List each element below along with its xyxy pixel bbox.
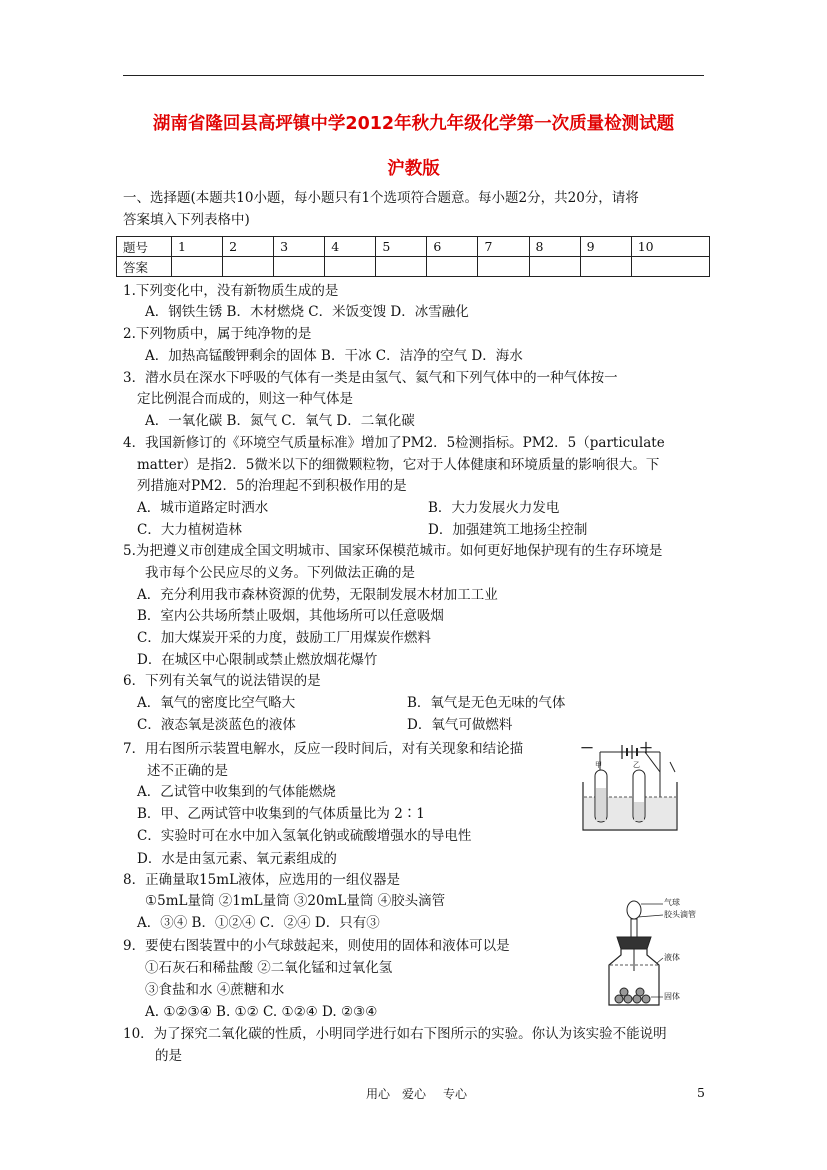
table-cell-number: 1 bbox=[172, 237, 223, 257]
q4-option-a: A．城市道路定时洒水 bbox=[137, 500, 269, 516]
q10-stem-line1: 10．为了探究二氧化碳的性质，小明同学进行如右下图所示的实验。你认为该实验不能说明 bbox=[123, 1026, 667, 1042]
q7-stem-line2: 述不正确的是 bbox=[147, 763, 228, 779]
q9-items-line2: ③食盐和水 ④蔗糖和水 bbox=[145, 982, 285, 998]
q5-option-a: A．充分利用我市森林资源的优势，无限制发展木材加工工业 bbox=[137, 587, 498, 603]
q5-option-b: B．室内公共场所禁止吸烟，其他场所可以任意吸烟 bbox=[137, 608, 444, 624]
q3-stem-line2: 定比例混合而成的，则这一种气体是 bbox=[137, 391, 353, 407]
q5-stem-line1: 5.为把遵义市创建成全国文明城市、国家环保模范城市。如何更好地保护现有的生存环境是 bbox=[123, 543, 663, 559]
q6-option-a: A．氧气的密度比空气略大 bbox=[137, 695, 296, 711]
balloon-apparatus-figure bbox=[607, 893, 697, 1008]
q6-option-d: D．氧气可做燃料 bbox=[407, 717, 513, 733]
balloon-label: 气球 bbox=[664, 898, 680, 907]
q9-options: A. ①②③④ B. ①② C. ①②④ D. ②③④ bbox=[145, 1004, 378, 1020]
q3-options: A．一氧化碳 B．氮气 C．氧气 D．二氧化碳 bbox=[145, 413, 415, 429]
table-cell-number: 9 bbox=[580, 237, 631, 257]
q9-stem: 9．要使右图装置中的小气球鼓起来，则使用的固体和液体可以是 bbox=[123, 938, 510, 954]
table-cell-label-number: 题号 bbox=[117, 237, 172, 257]
answer-cell[interactable] bbox=[376, 257, 427, 277]
q8-options: A．③④ B．①②④ C．②④ D．只有③ bbox=[137, 915, 380, 931]
footer-motto-2: 爱心 bbox=[402, 1087, 427, 1101]
q10-stem-line2: 的是 bbox=[155, 1048, 182, 1064]
page-number: 5 bbox=[697, 1085, 705, 1100]
table-cell-number: 6 bbox=[427, 237, 478, 257]
top-rule bbox=[123, 75, 704, 76]
q6-option-c: C．液态氧是淡蓝色的液体 bbox=[137, 717, 296, 733]
answer-cell[interactable] bbox=[274, 257, 325, 277]
q5-option-d: D．在城区中心限制或禁止燃放烟花爆竹 bbox=[137, 652, 378, 668]
dropper-label: 胶头滴管 bbox=[664, 910, 696, 919]
q7-option-d: D．水是由氢元素、氧元素组成的 bbox=[137, 851, 337, 867]
section-intro-line1: 一、选择题(本题共10小题，每小题只有1个选项符合题意。每小题2分，共20分，请将 bbox=[123, 190, 639, 206]
liquid-label: 液体 bbox=[664, 953, 680, 962]
q4-stem-line2: matter）是指2．5微米以下的细微颗粒物，它对于人体健康和环境质量的影响很大。下 bbox=[137, 457, 660, 473]
table-cell-number: 4 bbox=[325, 237, 376, 257]
q7-option-c: C．实验时可在水中加入氢氧化钠或硫酸增强水的导电性 bbox=[137, 828, 472, 844]
answer-table-header-row bbox=[117, 237, 710, 257]
answer-cell[interactable] bbox=[580, 257, 631, 277]
footer-motto-3: 专心 bbox=[443, 1087, 468, 1101]
tube-label-jia: 甲 bbox=[595, 761, 602, 769]
table-cell-number: 5 bbox=[376, 237, 427, 257]
answer-cell[interactable] bbox=[427, 257, 478, 277]
q2-stem: 2.下列物质中，属于纯净物的是 bbox=[123, 326, 312, 342]
electrolysis-apparatus-figure bbox=[575, 742, 685, 834]
answer-table bbox=[116, 236, 710, 277]
q8-stem: 8．正确量取15mL液体，应选用的一组仪器是 bbox=[123, 872, 401, 888]
q8-items: ①5mL量筒 ②1mL量筒 ③20mL量筒 ④胶头滴管 bbox=[145, 893, 446, 909]
answer-cell[interactable] bbox=[325, 257, 376, 277]
footer-motto-1: 用心 bbox=[366, 1087, 391, 1101]
q7-option-a: A．乙试管中收集到的气体能燃烧 bbox=[137, 784, 336, 800]
q7-option-b: B．甲、乙两试管中收集到的气体质量比为 2∶1 bbox=[137, 806, 425, 822]
q1-stem: 1.下列变化中，没有新物质生成的是 bbox=[123, 283, 339, 299]
q4-option-b: B．大力发展火力发电 bbox=[428, 500, 560, 516]
q5-stem-line2: 我市每个公民应尽的义务。下列做法正确的是 bbox=[145, 565, 415, 581]
q6-option-b: B．氧气是无色无味的气体 bbox=[407, 695, 566, 711]
q4-stem-line1: 4．我国新修订的《环境空气质量标准》增加了PM2．5检测指标。PM2．5（particulate bbox=[123, 435, 665, 451]
answer-cell[interactable] bbox=[631, 257, 709, 277]
q1-options: A．钢铁生锈 B．木材燃烧 C．米饭变馊 D．冰雪融化 bbox=[145, 304, 469, 320]
q6-stem: 6．下列有关氧气的说法错误的是 bbox=[123, 673, 321, 689]
answer-cell[interactable] bbox=[172, 257, 223, 277]
table-cell-number: 7 bbox=[478, 237, 529, 257]
table-cell-number: 2 bbox=[223, 237, 274, 257]
q2-options: A．加热高锰酸钾剩余的固体 B．干冰 C．洁净的空气 D．海水 bbox=[145, 348, 523, 364]
minus-sign: － bbox=[580, 741, 594, 757]
plus-sign: ＋ bbox=[639, 741, 653, 757]
tube-label-yi: 乙 bbox=[633, 761, 640, 769]
section-intro-line2: 答案填入下列表格中) bbox=[123, 212, 250, 228]
q5-option-c: C．加大煤炭开采的力度，鼓励工厂用煤炭作燃料 bbox=[137, 630, 431, 646]
answer-cell[interactable] bbox=[478, 257, 529, 277]
q4-stem-line3: 列措施对PM2．5的治理起不到积极作用的是 bbox=[137, 478, 407, 494]
q9-items-line1: ①石灰石和稀盐酸 ②二氧化锰和过氧化氢 bbox=[145, 960, 393, 976]
answer-cell[interactable] bbox=[529, 257, 580, 277]
q4-option-c: C．大力植树造林 bbox=[137, 522, 242, 538]
table-cell-number: 8 bbox=[529, 237, 580, 257]
answer-cell[interactable] bbox=[223, 257, 274, 277]
q4-option-d: D．加强建筑工地扬尘控制 bbox=[428, 522, 588, 538]
page-title: 湖南省隆回县高坪镇中学2012年秋九年级化学第一次质量检测试题 bbox=[152, 114, 675, 134]
q3-stem-line1: 3．潜水员在深水下呼吸的气体有一类是由氢气、氦气和下列气体中的一种气体按一 bbox=[123, 370, 618, 386]
page-subtitle: 沪教版 bbox=[387, 159, 440, 179]
solid-label: 固体 bbox=[664, 992, 680, 1001]
answer-table-answer-row bbox=[117, 257, 710, 277]
table-cell-label-answer: 答案 bbox=[117, 257, 172, 277]
q7-stem-line1: 7．用右图所示装置电解水，反应一段时间后，对有关现象和结论描 bbox=[123, 741, 524, 757]
table-cell-number: 10 bbox=[631, 237, 709, 257]
table-cell-number: 3 bbox=[274, 237, 325, 257]
